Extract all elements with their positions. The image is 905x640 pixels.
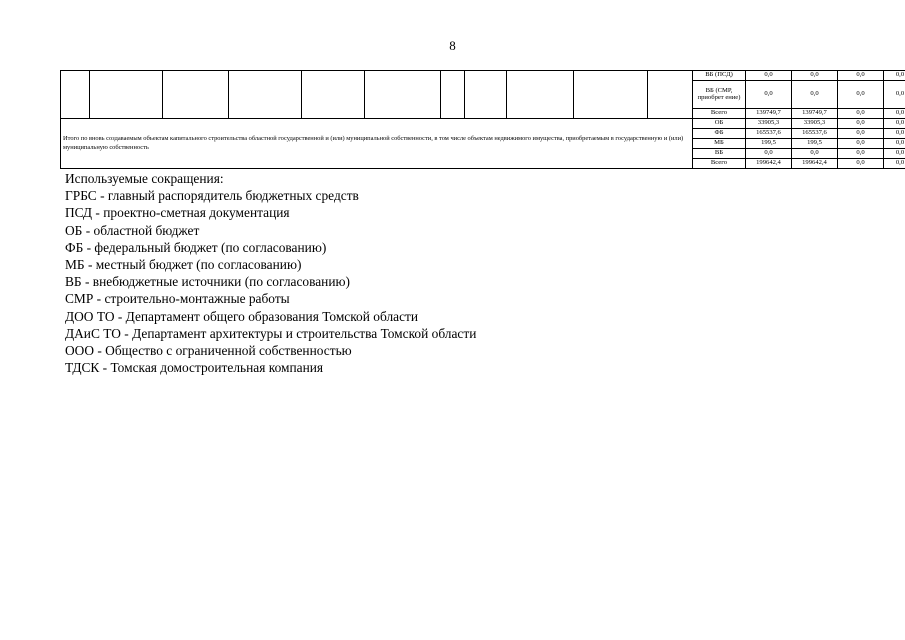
value-cell: 0,0 [746, 71, 792, 81]
funding-source-cell: Всего [693, 109, 746, 119]
value-cell: 0,0 [838, 71, 884, 81]
value-cell: 0,0 [838, 139, 884, 149]
abbreviation-item: ПСД - проектно-сметная документация [65, 205, 290, 221]
abbreviation-item: ТДСК - Томская домостроительная компания [65, 360, 324, 376]
page-number: 8 [449, 38, 456, 53]
value-cell: 0,0 [884, 159, 905, 169]
empty-cell [574, 71, 648, 119]
value-cell: 0,0 [792, 71, 838, 81]
empty-cell [465, 71, 507, 119]
value-cell: 0,0 [884, 119, 905, 129]
value-cell: 0,0 [792, 81, 838, 109]
abbreviation-item: ВБ - внебюджетные источники (по согласованию) [65, 274, 350, 290]
value-cell: 0,0 [884, 109, 905, 119]
total-row-label: Итого по вновь создаваемым объектам капитального строительства областной государственной и (или) муниципальной собственности, в том числе объектам недвижимого имущества, приобретаемым в государственную и (или) муниципальную собственность [61, 119, 693, 169]
value-cell: 139749,7 [746, 109, 792, 119]
value-cell: 0,0 [884, 129, 905, 139]
budget-table [60, 70, 905, 169]
value-cell: 33905,3 [746, 119, 792, 129]
value-cell: 199642,4 [792, 159, 838, 169]
abbreviation-item: ГРБС - главный распорядитель бюджетных средств [65, 188, 359, 204]
value-cell: 0,0 [884, 139, 905, 149]
value-cell: 0,0 [838, 81, 884, 109]
value-cell: 0,0 [746, 149, 792, 159]
value-cell: 0,0 [838, 149, 884, 159]
empty-cell [648, 71, 693, 119]
abbreviation-item: СМР - строительно-монтажные работы [65, 291, 290, 307]
value-cell: 0,0 [884, 149, 905, 159]
value-cell: 199,5 [792, 139, 838, 149]
empty-cell [507, 71, 574, 119]
value-cell: 165537,6 [746, 129, 792, 139]
funding-source-cell: ВБ (СМР, приобрет ение) [693, 81, 746, 109]
funding-source-cell: ОБ [693, 119, 746, 129]
abbreviation-item: ДОО ТО - Департамент общего образования Томской области [65, 308, 419, 324]
funding-source-cell: ВБ [693, 149, 746, 159]
abbreviation-item: ДАиС ТО - Департамент архитектуры и строительства Томской области [65, 325, 477, 341]
abbreviation-item: ОБ - областной бюджет [65, 222, 200, 238]
funding-source-cell: МБ [693, 139, 746, 149]
abbreviations-section [65, 170, 476, 376]
funding-source-cell: ВБ (ПСД) [693, 71, 746, 81]
empty-cell [365, 71, 441, 119]
abbreviation-item: ФБ - федеральный бюджет (по согласованию) [65, 239, 327, 255]
empty-cell [163, 71, 229, 119]
value-cell: 33905,3 [792, 119, 838, 129]
value-cell: 199,5 [746, 139, 792, 149]
empty-cell [302, 71, 365, 119]
abbreviation-item: МБ - местный бюджет (по согласованию) [65, 257, 302, 273]
value-cell: 0,0 [884, 81, 905, 109]
value-cell: 0,0 [838, 159, 884, 169]
value-cell: 139749,7 [792, 109, 838, 119]
value-cell: 0,0 [884, 71, 905, 81]
empty-cell [441, 71, 465, 119]
funding-source-cell: ФБ [693, 129, 746, 139]
abbreviations-heading: Используемые сокращения: [65, 171, 224, 186]
empty-cell [90, 71, 163, 119]
value-cell: 165537,6 [792, 129, 838, 139]
value-cell: 0,0 [838, 129, 884, 139]
empty-cell [61, 71, 90, 119]
table-row [61, 71, 905, 81]
funding-source-cell: Всего [693, 159, 746, 169]
value-cell: 199642,4 [746, 159, 792, 169]
table-row [61, 119, 905, 129]
value-cell: 0,0 [838, 109, 884, 119]
abbreviation-item: ООО - Общество с ограниченной собственностью [65, 343, 352, 359]
value-cell: 0,0 [838, 119, 884, 129]
value-cell: 0,0 [746, 81, 792, 109]
empty-cell [229, 71, 302, 119]
value-cell: 0,0 [792, 149, 838, 159]
